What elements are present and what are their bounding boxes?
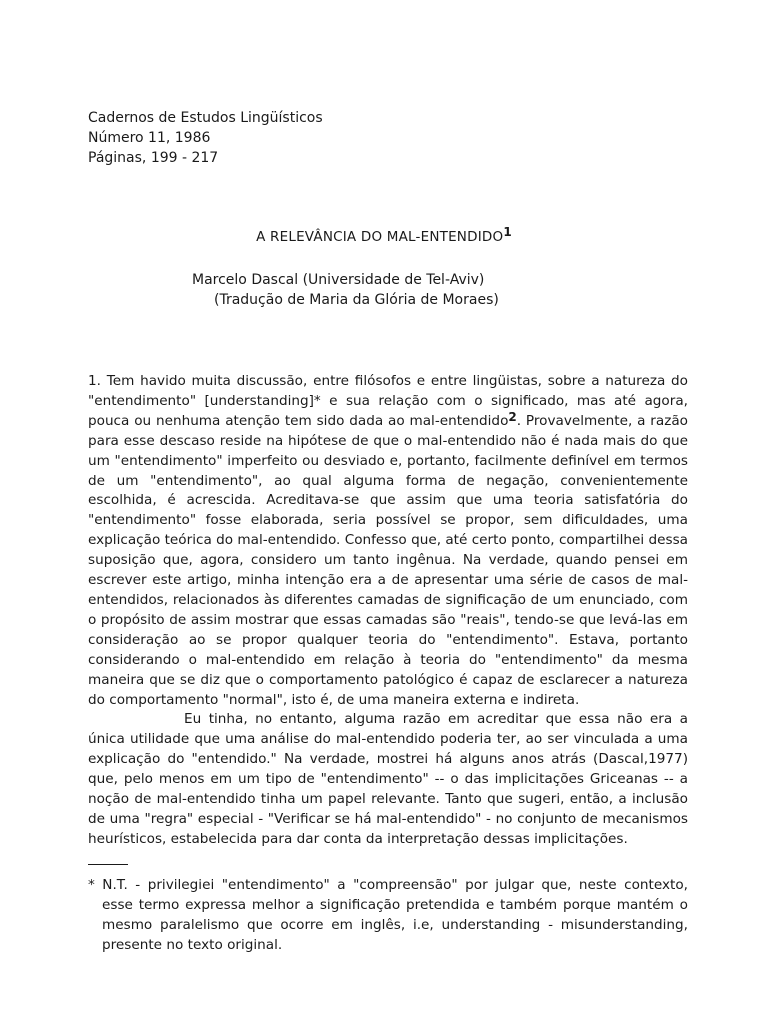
footnote-divider [88, 864, 128, 865]
translation-credit: (Tradução de Maria da Glória de Moraes) [214, 292, 499, 308]
article-title-text: A RELEVÂNCIA DO MAL-ENTENDIDO [256, 229, 504, 245]
paragraph-1 [88, 372, 688, 710]
issue-number: Número 11, 1986 [88, 130, 211, 146]
author-name: Marcelo Dascal (Universidade de Tel-Aviv) [192, 272, 485, 288]
journal-header [88, 108, 323, 168]
page-range: Páginas, 199 - 217 [88, 150, 219, 166]
footnote-marker-2: 2 [508, 409, 517, 424]
footnote-text: * N.T. - privilegiei "entendimento" a "compreensão" por julgar que, neste contexto, esse termo expressa melhor a significação pretendida e também porque mantém o mesmo paralelismo que ocorre em inglês, i.e, understanding - misunderstanding, presente no texto original. [88, 877, 688, 953]
article-title [0, 225, 768, 245]
article-body [88, 372, 688, 850]
paragraph-2: Eu tinha, no entanto, alguma razão em acreditar que essa não era a única utilidade que uma análise do mal-entendido poderia ter, ao ser vinculada a uma explicação do "entendido." Na verdade, mostrei há alguns anos atrás (Dascal,1977) que, pelo menos em um tipo de "entendimento" -- o das implicitações Griceanas -- a noção de mal-entendido tinha um papel relevante. Tanto que sugeri, então, a inclusão de uma "regra" especial - "Verificar se há mal-entendido" - no conjunto de mecanismos heurísticos, estabelecida para dar conta da interpretação dessas implicitações. [88, 711, 688, 847]
journal-name: Cadernos de Estudos Lingüísticos [88, 110, 323, 126]
paragraph-1-part-a: 1. Tem havido muita discussão, entre filósofos e entre lingüistas, sobre a natureza do "entendimento" [understanding]* e sua relação com o significado, mas até agora, pouca ou nenhuma atenção tem sido dada ao mal-entendido [88, 373, 688, 429]
author-block [192, 270, 499, 310]
translator-footnote [88, 876, 688, 956]
paragraph-1-part-b: . Provavelmente, a razão para esse descaso reside na hipótese de que o mal-entendido não é nada mais do que um "entendimento" imperfeito ou desviado e, portanto, facilmente definível em termos de um "entendimento", ao qual alguma forma de negação, convenientemente escolhida, é acrescida. Acreditava-se que assim que uma teoria satisfatória do "entendimento" fosse elaborada, seria possível se propor, sem dificuldades, uma explicação teórica do mal-entendido. Confesso que, até certo ponto, compartilhei dessa suposição que, agora, considero um tanto ingênua. Na verdade, quando pensei em escrever este artigo, minha intenção era a de apresentar uma série de casos de mal-entendidos, relacionados às diferentes camadas de significação de um enunciado, com o propósito de assim mostrar que essas camadas são "reais", tendo-se que levá-las em consideração ao se propor qualquer teoria do "entendimento". Estava, portanto considerando o mal-entendido em relação à teoria do "entendimento" da mesma maneira que se diz que o comportamento patológico é capaz de esclarecer a natureza do comportamento "normal", isto é, de uma maneira externa e indireta. [88, 412, 688, 708]
title-footnote-marker: 1 [503, 225, 512, 239]
